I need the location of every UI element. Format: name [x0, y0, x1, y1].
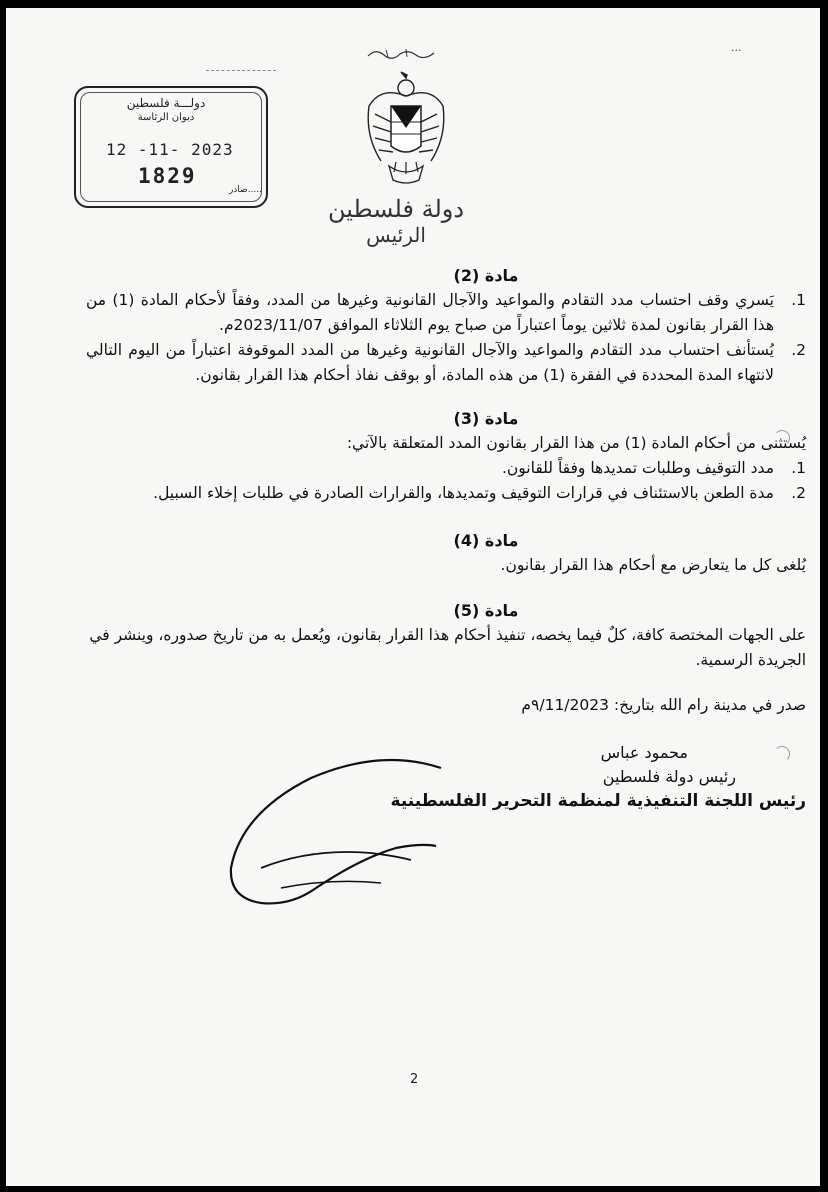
stamp-date: 12 -11- 2023: [106, 140, 234, 159]
presidency-name: الرئيس: [366, 223, 426, 247]
article-3-title: مادة (3): [453, 409, 519, 428]
decree-body: [86, 263, 806, 814]
dotted-line: [206, 70, 276, 71]
signatory-name: محمود عباس: [600, 743, 688, 762]
top-mark: ...: [731, 41, 742, 54]
article-3-item-1: [86, 456, 806, 481]
item-text: مدة الطعن بالاستئناف في قرارات التوقيف وتمديدها، والقرارات الصادرة في طلبات إخلاء السبيل.: [153, 484, 774, 502]
document-page: [6, 8, 820, 1186]
stamp-line-1: دولـــة فلسطين: [126, 96, 206, 110]
palestine-eagle-emblem: [361, 66, 451, 196]
stamp-number: 1829: [138, 164, 197, 188]
article-5-title: مادة (5): [453, 601, 519, 620]
article-5-text: على الجهات المختصة كافة، كلٌ فيما يخصه، تنفيذ أحكام هذا القرار بقانون، ويُعمل به من تاريخ صدوره، وينشر في الجريدة الرسمية.: [89, 626, 806, 669]
registry-stamp: [74, 86, 268, 208]
article-4-text: يُلغى كل ما يتعارض مع أحكام هذا القرار بقانون.: [500, 556, 806, 574]
signatory-title: رئيس دولة فلسطين: [602, 767, 736, 786]
bismillah-calligraphy: [366, 46, 436, 60]
stamp-issued-label: صادر.....: [228, 185, 262, 195]
article-3-item-2: [86, 481, 806, 506]
punch-hole-mark: [774, 746, 790, 762]
article-2-title: مادة (2): [453, 266, 519, 285]
signatory-org: رئيس اللجنة التنفيذية لمنظمة التحرير الفلسطينية: [390, 791, 806, 811]
item-number: 2.: [791, 341, 806, 359]
issue-date-line: صدر في مدينة رام الله بتاريخ: ٩/11/2023م: [521, 696, 806, 714]
item-number: 1.: [791, 291, 806, 309]
article-3-intro: يُستثنى من أحكام المادة (1) من هذا القرار بقانون المدد المتعلقة بالآتي:: [346, 434, 806, 452]
item-text: يَسري وقف احتساب مدد التقادم والمواعيد والآجال القانونية وغيرها من المدد، وفقاً لأحكام المادة (1) من هذا القرار بقانون لمدة ثلاثين يوماً اعتباراً من صباح يوم الثلاثاء الموافق 2023/11/07م.: [86, 291, 774, 334]
letterhead: [306, 196, 486, 248]
state-name: دولة فلسطين: [327, 195, 465, 223]
article-2-item-1: [86, 288, 806, 338]
punch-hole-mark: [774, 430, 790, 446]
stamp-line-2: ديوان الرئاسة: [137, 112, 195, 123]
item-number: 1.: [791, 459, 806, 477]
page-number: 2: [410, 1072, 419, 1087]
item-number: 2.: [791, 484, 806, 502]
item-text: يُستأنف احتساب مدد التقادم والمواعيد والآجال القانونية وغيرها من المدد الموقوفة اعتباراً من اليوم التالي لانتهاء المدة المحددة في الفقرة (1) من هذه المادة، أو بوقف نفاذ أحكام هذا القرار بقانون.: [86, 341, 774, 384]
article-4-title: مادة (4): [453, 531, 519, 550]
item-text: مدد التوقيف وطلبات تمديدها وفقاً للقانون.: [501, 459, 774, 477]
article-2-item-2: [86, 338, 806, 388]
